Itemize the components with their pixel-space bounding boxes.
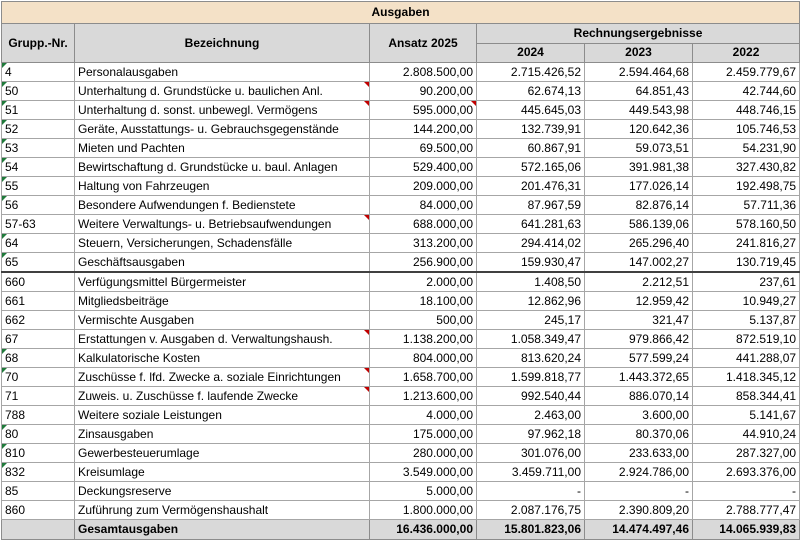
description-cell[interactable]: Steuern, Versicherungen, Schadensfälle (75, 234, 370, 253)
total-row (2, 520, 800, 540)
total-2022[interactable]: 14.065.939,83 (693, 520, 800, 540)
value-2023-cell[interactable]: 82.876,14 (585, 196, 693, 215)
group-number-cell[interactable]: 54 (2, 158, 75, 177)
description-cell[interactable]: Unterhaltung d. Grundstücke u. baulichen Anl. (75, 82, 370, 101)
group-number-cell[interactable]: 52 (2, 120, 75, 139)
value-2024-cell[interactable]: 572.165,06 (477, 158, 585, 177)
value-2023-cell[interactable]: 59.073,51 (585, 139, 693, 158)
budget-cell[interactable]: 90.200,00 (370, 82, 477, 101)
value-2022-cell[interactable]: 42.744,60 (693, 82, 800, 101)
description-cell[interactable]: Kalkulatorische Kosten (75, 349, 370, 368)
value-2024-cell[interactable]: 245,17 (477, 311, 585, 330)
value-2023-cell[interactable]: 449.543,98 (585, 101, 693, 120)
value-2024-cell[interactable]: 2.715.426,52 (477, 63, 585, 82)
budget-cell[interactable]: 3.549.000,00 (370, 463, 477, 482)
description-cell[interactable]: Erstattungen v. Ausgaben d. Verwaltungshaush. (75, 330, 370, 349)
value-2024-cell[interactable]: 294.414,02 (477, 234, 585, 253)
value-2022-cell[interactable]: 1.418.345,12 (693, 368, 800, 387)
budget-cell[interactable]: 595.000,00 (370, 101, 477, 120)
description-cell[interactable]: Personalausgaben (75, 63, 370, 82)
value-2023-cell[interactable]: 2.594.464,68 (585, 63, 693, 82)
group-number-cell[interactable]: 53 (2, 139, 75, 158)
value-2022-cell[interactable]: 2.459.779,67 (693, 63, 800, 82)
header-results[interactable]: Rechnungsergebnisse (477, 24, 800, 44)
value-2022-cell[interactable]: 2.788.777,47 (693, 501, 800, 520)
description-cell[interactable]: Zuweis. u. Zuschüsse f. laufende Zwecke (75, 387, 370, 406)
table-row (2, 158, 800, 177)
table-row (2, 120, 800, 139)
table-row (2, 368, 800, 387)
table-body (2, 63, 800, 520)
value-2023-cell[interactable]: 2.924.786,00 (585, 463, 693, 482)
value-2022-cell[interactable]: - (693, 482, 800, 501)
group-number-cell[interactable]: 57-63 (2, 215, 75, 234)
value-2024-cell[interactable]: 97.962,18 (477, 425, 585, 444)
table-row (2, 253, 800, 273)
value-2022-cell[interactable]: 872.519,10 (693, 330, 800, 349)
value-2023-cell[interactable]: 80.370,06 (585, 425, 693, 444)
table-row (2, 425, 800, 444)
budget-cell[interactable]: 804.000,00 (370, 349, 477, 368)
value-2024-cell[interactable]: 159.930,47 (477, 253, 585, 273)
description-cell[interactable]: Mitgliedsbeiträge (75, 292, 370, 311)
description-cell[interactable]: Kreisumlage (75, 463, 370, 482)
total-budget[interactable]: 16.436.000,00 (370, 520, 477, 540)
group-number-cell[interactable]: 71 (2, 387, 75, 406)
table-row (2, 101, 800, 120)
group-number-cell[interactable]: 4 (2, 63, 75, 82)
table-row (2, 215, 800, 234)
table-row (2, 387, 800, 406)
value-2023-cell[interactable]: 586.139,06 (585, 215, 693, 234)
value-2023-cell[interactable]: 233.633,00 (585, 444, 693, 463)
group-number-cell[interactable]: 64 (2, 234, 75, 253)
budget-cell[interactable]: 1.658.700,00 (370, 368, 477, 387)
value-2023-cell[interactable]: 64.851,43 (585, 82, 693, 101)
value-2024-cell[interactable]: 201.476,31 (477, 177, 585, 196)
table-row (2, 311, 800, 330)
budget-cell[interactable]: 175.000,00 (370, 425, 477, 444)
table-row (2, 196, 800, 215)
expenses-table (1, 1, 800, 540)
value-2022-cell[interactable]: 44.910,24 (693, 425, 800, 444)
value-2024-cell[interactable]: 813.620,24 (477, 349, 585, 368)
budget-cell[interactable]: 5.000,00 (370, 482, 477, 501)
budget-cell[interactable]: 209.000,00 (370, 177, 477, 196)
value-2023-cell[interactable]: 177.026,14 (585, 177, 693, 196)
description-cell[interactable]: Bewirtschaftung d. Grundstücke u. baul. Anlagen (75, 158, 370, 177)
budget-cell[interactable]: 688.000,00 (370, 215, 477, 234)
value-2022-cell[interactable]: 54.231,90 (693, 139, 800, 158)
group-number-cell[interactable]: 788 (2, 406, 75, 425)
table-row (2, 444, 800, 463)
group-number-cell[interactable]: 65 (2, 253, 75, 273)
value-2022-cell[interactable]: 287.327,00 (693, 444, 800, 463)
header-year-2024[interactable]: 2024 (477, 43, 585, 63)
value-2024-cell[interactable]: - (477, 482, 585, 501)
value-2022-cell[interactable]: 448.746,15 (693, 101, 800, 120)
group-number-cell[interactable]: 662 (2, 311, 75, 330)
value-2023-cell[interactable]: 2.390.809,20 (585, 501, 693, 520)
total-2024[interactable]: 15.801.823,06 (477, 520, 585, 540)
description-cell[interactable]: Zuführung zum Vermögenshaushalt (75, 501, 370, 520)
value-2022-cell[interactable]: 192.498,75 (693, 177, 800, 196)
budget-cell[interactable]: 2.000,00 (370, 272, 477, 292)
value-2022-cell[interactable]: 441.288,07 (693, 349, 800, 368)
value-2022-cell[interactable]: 57.711,36 (693, 196, 800, 215)
value-2023-cell[interactable]: 321,47 (585, 311, 693, 330)
table-row (2, 139, 800, 158)
total-label[interactable]: Gesamtausgaben (75, 520, 370, 540)
header-group-number[interactable]: Grupp.-Nr. (2, 24, 75, 63)
description-cell[interactable]: Besondere Aufwendungen f. Bedienstete (75, 196, 370, 215)
description-cell[interactable]: Unterhaltung d. sonst. unbewegl. Vermögens (75, 101, 370, 120)
description-cell[interactable]: Haltung von Fahrzeugen (75, 177, 370, 196)
table-row (2, 406, 800, 425)
value-2023-cell[interactable]: - (585, 482, 693, 501)
value-2023-cell[interactable]: 265.296,40 (585, 234, 693, 253)
description-cell[interactable]: Geschäftsausgaben (75, 253, 370, 273)
value-2023-cell[interactable]: 147.002,27 (585, 253, 693, 273)
description-cell[interactable]: Zuschüsse f. lfd. Zwecke a. soziale Einrichtungen (75, 368, 370, 387)
budget-cell[interactable]: 313.200,00 (370, 234, 477, 253)
table-row (2, 463, 800, 482)
value-2024-cell[interactable]: 1.599.818,77 (477, 368, 585, 387)
group-number-cell[interactable]: 67 (2, 330, 75, 349)
header-budget-2025[interactable]: Ansatz 2025 (370, 24, 477, 63)
value-2022-cell[interactable]: 5.141,67 (693, 406, 800, 425)
table-row (2, 330, 800, 349)
value-2022-cell[interactable]: 2.693.376,00 (693, 463, 800, 482)
value-2022-cell[interactable]: 130.719,45 (693, 253, 800, 273)
value-2024-cell[interactable]: 301.076,00 (477, 444, 585, 463)
value-2024-cell[interactable]: 3.459.711,00 (477, 463, 585, 482)
header-year-2023[interactable]: 2023 (585, 43, 693, 63)
table-row (2, 501, 800, 520)
header-year-2022[interactable]: 2022 (693, 43, 800, 63)
value-2022-cell[interactable]: 858.344,41 (693, 387, 800, 406)
group-number-cell[interactable]: 56 (2, 196, 75, 215)
table-row (2, 234, 800, 253)
value-2023-cell[interactable]: 886.070,14 (585, 387, 693, 406)
table-row (2, 482, 800, 501)
value-2023-cell[interactable]: 120.642,36 (585, 120, 693, 139)
group-number-cell[interactable]: 860 (2, 501, 75, 520)
group-number-cell[interactable]: 70 (2, 368, 75, 387)
table-row (2, 349, 800, 368)
value-2024-cell[interactable]: 60.867,91 (477, 139, 585, 158)
description-cell[interactable]: Deckungsreserve (75, 482, 370, 501)
value-2022-cell[interactable]: 10.949,27 (693, 292, 800, 311)
table-title[interactable]: Ausgaben (2, 2, 800, 24)
description-cell[interactable]: Weitere Verwaltungs- u. Betriebsaufwendungen (75, 215, 370, 234)
value-2022-cell[interactable]: 105.746,53 (693, 120, 800, 139)
value-2022-cell[interactable]: 327.430,82 (693, 158, 800, 177)
value-2022-cell[interactable]: 5.137,87 (693, 311, 800, 330)
table-row (2, 177, 800, 196)
budget-cell[interactable]: 1.138.200,00 (370, 330, 477, 349)
spreadsheet (1, 1, 799, 540)
header-description[interactable]: Bezeichnung (75, 24, 370, 63)
total-code-cell[interactable] (2, 520, 75, 540)
value-2022-cell[interactable]: 237,61 (693, 272, 800, 292)
value-2024-cell[interactable]: 62.674,13 (477, 82, 585, 101)
value-2023-cell[interactable]: 3.600,00 (585, 406, 693, 425)
value-2023-cell[interactable]: 12.959,42 (585, 292, 693, 311)
group-number-cell[interactable]: 660 (2, 272, 75, 292)
value-2022-cell[interactable]: 578.160,50 (693, 215, 800, 234)
budget-cell[interactable]: 18.100,00 (370, 292, 477, 311)
budget-cell[interactable]: 1.213.600,00 (370, 387, 477, 406)
table-row (2, 63, 800, 82)
value-2023-cell[interactable]: 2.212,51 (585, 272, 693, 292)
value-2023-cell[interactable]: 1.443.372,65 (585, 368, 693, 387)
group-number-cell[interactable]: 810 (2, 444, 75, 463)
description-cell[interactable]: Zinsausgaben (75, 425, 370, 444)
budget-cell[interactable]: 4.000,00 (370, 406, 477, 425)
description-cell[interactable]: Vermischte Ausgaben (75, 311, 370, 330)
value-2024-cell[interactable]: 2.463,00 (477, 406, 585, 425)
group-number-cell[interactable]: 50 (2, 82, 75, 101)
table-row (2, 292, 800, 311)
value-2023-cell[interactable]: 979.866,42 (585, 330, 693, 349)
budget-cell[interactable]: 256.900,00 (370, 253, 477, 273)
group-number-cell[interactable]: 51 (2, 101, 75, 120)
budget-cell[interactable]: 84.000,00 (370, 196, 477, 215)
value-2024-cell[interactable]: 1.058.349,47 (477, 330, 585, 349)
value-2023-cell[interactable]: 577.599,24 (585, 349, 693, 368)
budget-cell[interactable]: 529.400,00 (370, 158, 477, 177)
description-cell[interactable]: Verfügungsmittel Bürgermeister (75, 272, 370, 292)
value-2024-cell[interactable]: 132.739,91 (477, 120, 585, 139)
value-2024-cell[interactable]: 87.967,59 (477, 196, 585, 215)
group-number-cell[interactable]: 55 (2, 177, 75, 196)
group-number-cell[interactable]: 68 (2, 349, 75, 368)
group-number-cell[interactable]: 832 (2, 463, 75, 482)
description-cell[interactable]: Gewerbesteuerumlage (75, 444, 370, 463)
value-2024-cell[interactable]: 2.087.176,75 (477, 501, 585, 520)
budget-cell[interactable]: 69.500,00 (370, 139, 477, 158)
value-2024-cell[interactable]: 1.408,50 (477, 272, 585, 292)
description-cell[interactable]: Mieten und Pachten (75, 139, 370, 158)
budget-cell[interactable]: 500,00 (370, 311, 477, 330)
budget-cell[interactable]: 1.800.000,00 (370, 501, 477, 520)
value-2024-cell[interactable]: 12.862,96 (477, 292, 585, 311)
value-2024-cell[interactable]: 992.540,44 (477, 387, 585, 406)
description-cell[interactable]: Weitere soziale Leistungen (75, 406, 370, 425)
value-2023-cell[interactable]: 391.981,38 (585, 158, 693, 177)
table-row (2, 82, 800, 101)
value-2024-cell[interactable]: 445.645,03 (477, 101, 585, 120)
value-2022-cell[interactable]: 241.816,27 (693, 234, 800, 253)
budget-cell[interactable]: 2.808.500,00 (370, 63, 477, 82)
total-2023[interactable]: 14.474.497,46 (585, 520, 693, 540)
table-row (2, 272, 800, 292)
description-cell[interactable]: Geräte, Ausstattungs- u. Gebrauchsgegenstände (75, 120, 370, 139)
group-number-cell[interactable]: 661 (2, 292, 75, 311)
budget-cell[interactable]: 280.000,00 (370, 444, 477, 463)
group-number-cell[interactable]: 80 (2, 425, 75, 444)
budget-cell[interactable]: 144.200,00 (370, 120, 477, 139)
group-number-cell[interactable]: 85 (2, 482, 75, 501)
value-2024-cell[interactable]: 641.281,63 (477, 215, 585, 234)
